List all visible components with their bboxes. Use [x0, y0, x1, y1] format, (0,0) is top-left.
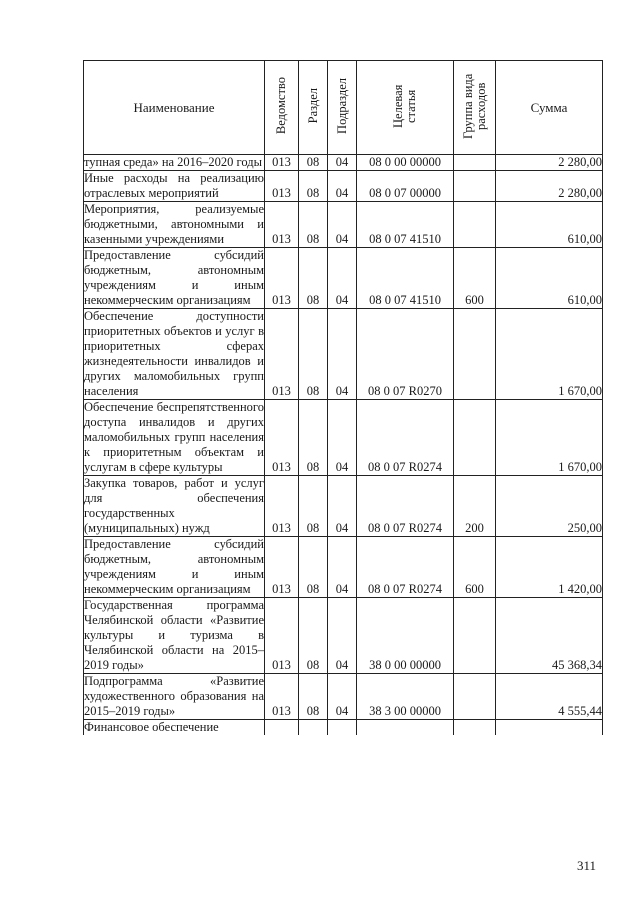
- row-gruppa: [454, 309, 496, 400]
- row-celevaya: 08 0 07 R0274: [357, 400, 454, 476]
- row-name: Мероприятия, реализуемые бюджетными, автономными и казенными учреждениями: [84, 202, 264, 246]
- row-podrazdel: 04: [328, 202, 357, 248]
- row-podrazdel: 04: [328, 155, 357, 171]
- row-celevaya: 08 0 07 R0270: [357, 309, 454, 400]
- header-vedomstvo: Ведомство: [265, 61, 299, 155]
- row-razdel: [299, 720, 328, 736]
- row-summa: 610,00: [496, 202, 603, 248]
- row-name: тупная среда» на 2016–2020 годы: [84, 155, 265, 171]
- row-name: Подпрограмма «Развитие художественного образования на 2015–2019 годы»: [84, 674, 264, 718]
- row-gruppa: 600: [454, 537, 496, 598]
- table-row: [84, 598, 603, 674]
- table-row: [84, 155, 603, 171]
- table-row: [84, 248, 603, 309]
- row-name: Предоставление субсидий бюджетным, автономным учреждениям и иным некоммерческим организациям: [84, 537, 264, 596]
- row-gruppa: [454, 171, 496, 202]
- row-vedomstvo: 013: [265, 598, 299, 674]
- table-row: [84, 537, 603, 598]
- row-vedomstvo: 013: [265, 155, 299, 171]
- row-podrazdel: 04: [328, 248, 357, 309]
- row-summa: 45 368,34: [496, 598, 603, 674]
- row-summa: 2 280,00: [496, 171, 603, 202]
- table-row: [84, 674, 603, 720]
- row-summa: [496, 720, 603, 736]
- row-vedomstvo: 013: [265, 171, 299, 202]
- row-vedomstvo: 013: [265, 476, 299, 537]
- row-celevaya: [357, 720, 454, 736]
- budget-table: [83, 60, 603, 735]
- page-number: 311: [576, 858, 596, 873]
- row-vedomstvo: 013: [265, 202, 299, 248]
- table-row: [84, 202, 603, 248]
- table-row: [84, 309, 603, 400]
- row-gruppa: 200: [454, 476, 496, 537]
- row-name: Иные расходы на реализацию отраслевых мероприятий: [84, 171, 264, 200]
- row-razdel: 08: [299, 476, 328, 537]
- row-summa: 4 555,44: [496, 674, 603, 720]
- row-razdel: 08: [299, 400, 328, 476]
- row-name: Государственная программа Челябинской области «Развитие культуры и туризма в Челябинской области на 2015–2019 годы»: [84, 598, 264, 672]
- row-name: Обеспечение доступности приоритетных объектов и услуг в приоритетных сферах жизнедеятельности инвалидов и других маломобильных групп населения: [84, 309, 264, 398]
- row-gruppa: [454, 155, 496, 171]
- row-celevaya: 38 0 00 00000: [357, 598, 454, 674]
- row-gruppa: [454, 400, 496, 476]
- table-row: [84, 720, 603, 736]
- row-celevaya: 08 0 07 R0274: [357, 537, 454, 598]
- row-podrazdel: [328, 720, 357, 736]
- row-summa: 2 280,00: [496, 155, 603, 171]
- row-razdel: 08: [299, 309, 328, 400]
- header-podrazdel: Подраздел: [328, 61, 357, 155]
- row-podrazdel: 04: [328, 598, 357, 674]
- row-podrazdel: 04: [328, 537, 357, 598]
- header-celevaya: Целевая статья: [357, 61, 454, 155]
- row-name: Предоставление субсидий бюджетным, автономным учреждениям и иным некоммерческим организациям: [84, 248, 264, 307]
- row-name: Обеспечение беспрепятственного доступа инвалидов и других маломобильных групп населения к приоритетным объектам и услугам в сфере культуры: [84, 400, 264, 474]
- row-summa: 1 670,00: [496, 400, 603, 476]
- row-razdel: 08: [299, 537, 328, 598]
- row-celevaya: 08 0 07 41510: [357, 248, 454, 309]
- row-celevaya: 38 3 00 00000: [357, 674, 454, 720]
- row-razdel: 08: [299, 248, 328, 309]
- header-gruppa: Группа вида расходов: [454, 61, 496, 155]
- row-gruppa: 600: [454, 248, 496, 309]
- row-celevaya: 08 0 07 41510: [357, 202, 454, 248]
- row-name: Закупка товаров, работ и услуг для обеспечения государственных (муниципальных) нужд: [84, 476, 264, 535]
- row-celevaya: 08 0 07 00000: [357, 171, 454, 202]
- row-razdel: 08: [299, 155, 328, 171]
- row-razdel: 08: [299, 171, 328, 202]
- row-celevaya: 08 0 07 R0274: [357, 476, 454, 537]
- table-row: [84, 171, 603, 202]
- row-razdel: 08: [299, 674, 328, 720]
- row-summa: 1 420,00: [496, 537, 603, 598]
- row-gruppa: [454, 674, 496, 720]
- row-vedomstvo: 013: [265, 674, 299, 720]
- row-gruppa: [454, 720, 496, 736]
- header-name: Наименование: [84, 61, 265, 155]
- row-podrazdel: 04: [328, 476, 357, 537]
- row-gruppa: [454, 598, 496, 674]
- header-razdel: Раздел: [299, 61, 328, 155]
- row-razdel: 08: [299, 598, 328, 674]
- row-vedomstvo: 013: [265, 537, 299, 598]
- table-row: [84, 476, 603, 537]
- row-vedomstvo: 013: [265, 248, 299, 309]
- row-podrazdel: 04: [328, 674, 357, 720]
- row-razdel: 08: [299, 202, 328, 248]
- row-summa: 250,00: [496, 476, 603, 537]
- row-podrazdel: 04: [328, 171, 357, 202]
- row-vedomstvo: 013: [265, 309, 299, 400]
- row-podrazdel: 04: [328, 400, 357, 476]
- row-podrazdel: 04: [328, 309, 357, 400]
- row-vedomstvo: 013: [265, 400, 299, 476]
- row-celevaya: 08 0 00 00000: [357, 155, 454, 171]
- header-summa: Сумма: [496, 61, 603, 155]
- row-gruppa: [454, 202, 496, 248]
- row-vedomstvo: [265, 720, 299, 736]
- table-row: [84, 400, 603, 476]
- table-header-row: [84, 61, 603, 155]
- row-summa: 610,00: [496, 248, 603, 309]
- row-summa: 1 670,00: [496, 309, 603, 400]
- row-name: Финансовое обеспечение: [84, 720, 265, 736]
